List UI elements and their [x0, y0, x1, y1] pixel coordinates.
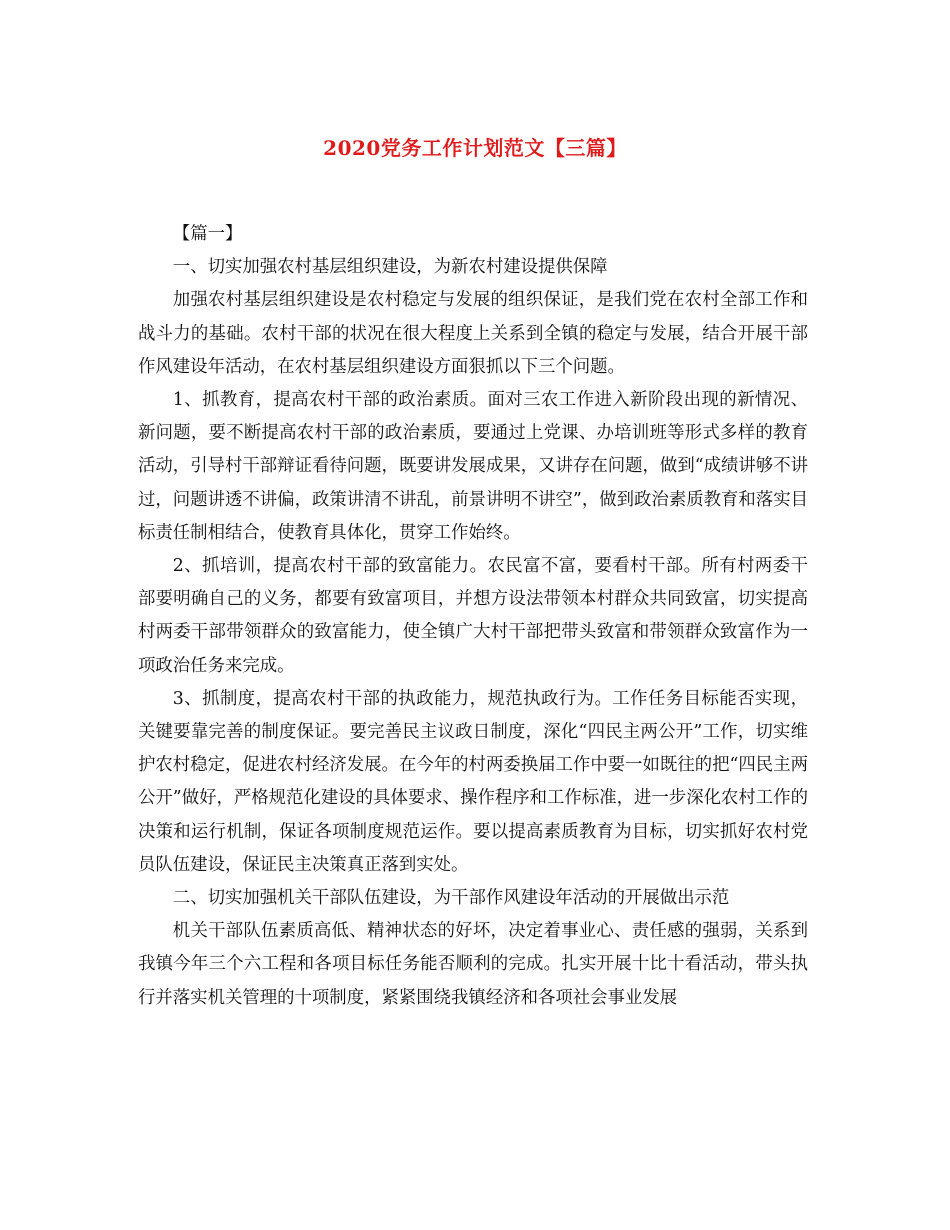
body-paragraph: 3、抓制度，提高农村干部的执政能力，规范执政行为。工作任务目标能否实现，关键要靠完善的制度保证。要完善民主议政日制度，深化“四民主两公开”工作，切实维护农村稳定，促进农村经济发展。在今年的村两委换届工作中要一如既往的把“四民主两公开”做好，严格规范化建设的具体要求、操作程序和工作标准，进一步深化农村工作的决策和运行机制，保证各项制度规范运作。要以提高素质教育为目标，切实抓好农村党员队伍建设，保证民主决策真正落到实处。 — [138, 688, 808, 875]
section-heading: 二、切实加强机关干部队伍建设，为干部作风建设年活动的开展做出示范 — [172, 888, 730, 909]
body-paragraph: 机关干部队伍素质高低、精神状态的好坏，决定着事业心、责任感的强弱，关系到我镇今年三个六工程和各项目标任务能否顺利的完成。扎实开展十比十看活动，带头执行并落实机关管理的十项制度，紧紧围绕我镇经济和各项社会事业发展 — [138, 921, 808, 1008]
body-paragraph: 加强农村基层组织建设是农村稳定与发展的组织保证，是我们党在农村全部工作和战斗力的基础。农村干部的状况在很大程度上关系到全镇的稳定与发展，结合开展干部作风建设年活动，在农村基层组织建设方面狠抓以下三个问题。 — [138, 290, 808, 377]
section-heading: 一、切实加强农村基层组织建设，为新农村建设提供保障 — [172, 257, 608, 278]
body-paragraph: 2、抓培训，提高农村干部的致富能力。农民富不富，要看村干部。所有村两委干部要明确自己的义务，都要有致富项目，并想方设法带领本村群众共同致富，切实提高村两委干部带领群众的致富能力，使全镇广大村干部把带头致富和带领群众致富作为一项政治任务来完成。 — [138, 556, 808, 676]
body-paragraph: 1、抓教育，提高农村干部的政治素质。面对三农工作进入新阶段出现的新情况、新问题，要不断提高农村干部的政治素质，要通过上党课、办培训班等形式多样的教育活动，引导村干部辩证看待问题，既要讲发展成果，又讲存在问题，做到“成绩讲够不讲过，问题讲透不讲偏，政策讲清不讲乱，前景讲明不讲空”，做到政治素质教育和落实目标责任制相结合，使教育具体化，贯穿工作始终。 — [138, 390, 808, 543]
section-marker: 【篇一】 — [172, 224, 243, 244]
document-title: 2020党务工作计划范文【三篇】 — [323, 136, 627, 160]
document-body — [138, 218, 808, 1015]
